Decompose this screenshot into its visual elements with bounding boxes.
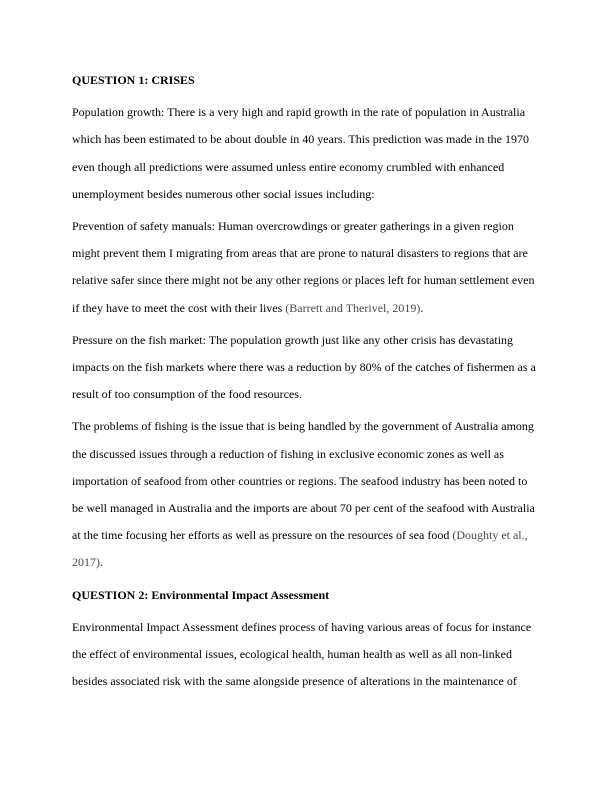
document-body [72,67,540,700]
paragraph-population-growth: Population growth: There is a very high and rapid growth in the rate of population in Australia which has been estimated to be about double in 40 years. This prediction was made in the 1970 even though all predictions were assumed unless entire economy crumbled with enhanced unemployment besides numerous other social issues including: [72,105,530,201]
paragraph-fishing-problems [72,413,540,576]
citation-barrett-therivel: (Barrett and Therivel, 2019) [285,300,421,315]
paragraph-end: . [420,300,424,315]
paragraph-text: The problems of fishing is the issue that is being handled by the government of Australia among the discussed issues through a reduction of fishing in exclusive economic zones as well as importation of seafood from other countries or regions. The seafood industry has been noted to be well managed in Australia and the imports are about 70 per cent of the seafood with Australia at the time focusing her efforts as well as pressure on the resources of sea food [72,419,535,543]
paragraph-safety-manuals [72,213,540,322]
paragraph-eia-definition: Environmental Impact Assessment defines process of having various areas of focus for instance the effect of environmental issues, ecological health, human health as well as all non-linked besides associated risk with the same alongside presence of alterations in the maintenance of [72,619,532,689]
citation-doughty: (Doughty et al., 2017) [72,528,528,570]
paragraph-end: . [100,555,103,570]
question-1-heading: QUESTION 1: CRISES [72,73,195,87]
question-2-heading: QUESTION 2: Environmental Impact Assessment [72,587,330,602]
paragraph-text: Prevention of safety manuals: Human overcrowdings or greater gatherings in a given region might prevent them I migrating from areas that are prone to natural disasters to regions that are relative safer since there might not be any other regions or places left for human settlement even if they have to meet the cost with their lives [72,219,535,315]
paragraph-fish-market: Pressure on the fish market: The population growth just like any other crisis has devastating impacts on the fish markets where there was a reduction by 80% of the catches of fishermen as a result of too consumption of the food resources. [72,332,536,402]
